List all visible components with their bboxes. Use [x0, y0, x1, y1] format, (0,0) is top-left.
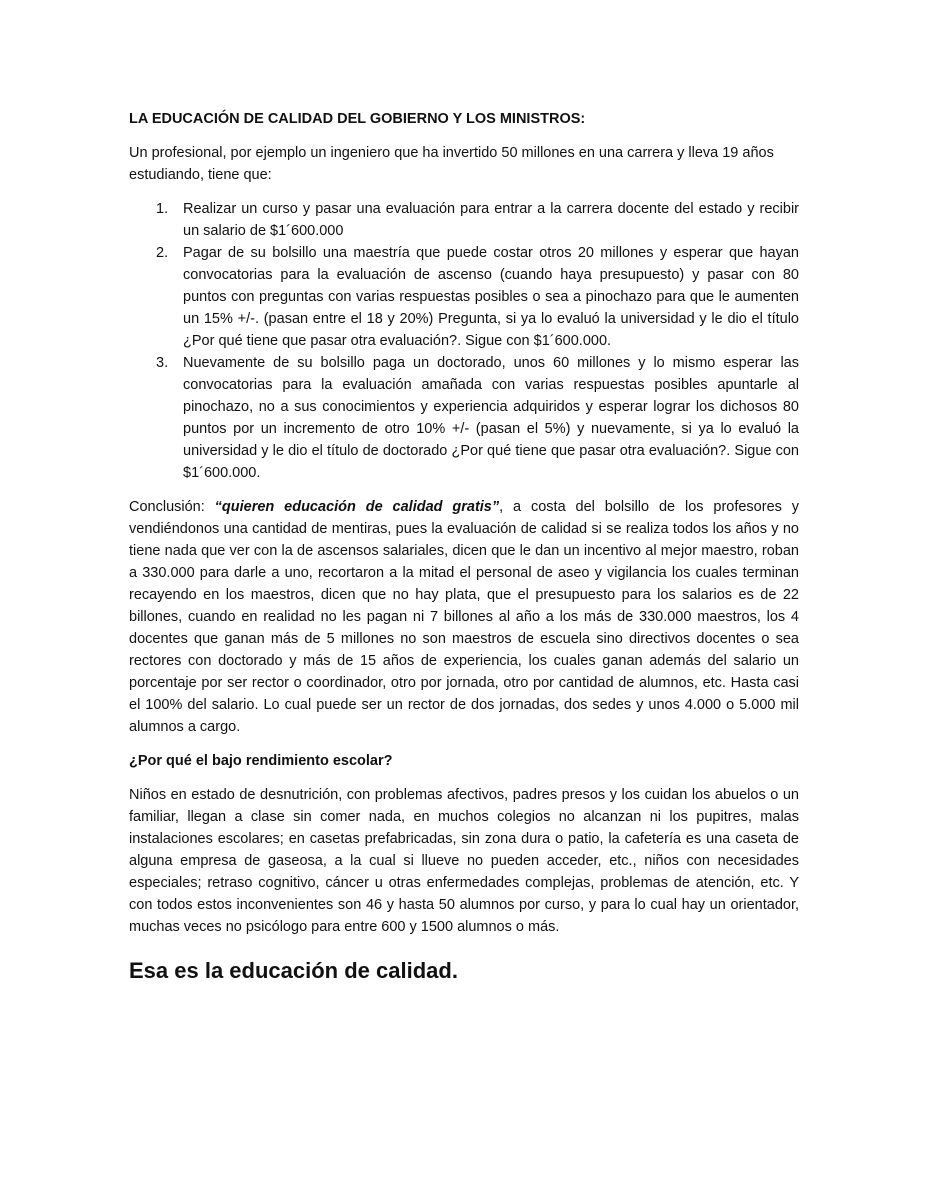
intro-paragraph: Un profesional, por ejemplo un ingeniero que ha invertido 50 millones en una carrera y lleva 19 años estudiando, tiene que: [129, 145, 774, 183]
steps-list [129, 198, 799, 484]
conclusion-quote: “quieren educación de calidad gratis” [214, 499, 500, 515]
conclusion-paragraph [129, 496, 799, 738]
step-text: Realizar un curso y pasar una evaluación para entrar a la carrera docente del estado y recibir un salario de $1´600.000 [183, 201, 799, 239]
step-number: 1. [156, 201, 169, 217]
answer-paragraph: Niños en estado de desnutrición, con problemas afectivos, padres presos y los cuidan los abuelos o un familiar, llegan a clase sin comer nada, en muchos colegios no alcanzan ni los pupitres, malas instalaciones escolares; en casetas prefabricadas, sin zona dura o patio, la cafetería es una caseta de alguna empresa de gaseosa, a la cual si llueve no pueden acceder, etc., niños con necesidades especiales; retraso cognitivo, cáncer u otras enfermedades complejas, problemas de atención, etc. Y con todos estos inconvenientes son 46 y hasta 50 alumnos por curso, y para lo cual hay un orientador, muchas veces no psicólogo para entre 600 y 1500 alumnos o más. [129, 787, 799, 935]
list-item [129, 198, 799, 242]
step-text: Pagar de su bolsillo una maestría que puede costar otros 20 millones y esperar que hayan convocatorias para la evaluación de ascenso (cuando haya presupuesto) y pasar con 80 puntos con preguntas con varias respuestas posibles o sea a pinochazo para que le aumenten un 15% +/-. (pasan entre el 18 y 20%) Pregunta, si ya lo evaluó la universidad y le dio el título ¿Por qué tiene que pasar otra evaluación?. Sigue con $1´600.000. [183, 245, 799, 349]
step-text: Nuevamente de su bolsillo paga un doctorado, unos 60 millones y lo mismo esperar las convocatorias para la evaluación amañada con varias respuestas posibles apuntarle al pinochazo, no a sus conocimientos y experiencia adquiridos y esperar lograr los dichosos 80 puntos por un incremento de otro 10% +/- (pasan el 5%) y nuevamente, si ya lo evaluó la universidad y le dio el título de doctorado ¿Por qué tiene que pasar otra evaluación?. Sigue con $1´600.000. [183, 355, 799, 481]
closing-statement: Esa es la educación de calidad. [129, 958, 458, 983]
conclusion-label: Conclusión: [129, 499, 215, 515]
step-number: 2. [156, 245, 169, 261]
step-number: 3. [156, 355, 169, 371]
question-heading: ¿Por qué el bajo rendimiento escolar? [129, 753, 393, 769]
list-item [129, 352, 799, 484]
document-page [129, 108, 799, 986]
list-item [129, 242, 799, 352]
document-title: LA EDUCACIÓN DE CALIDAD DEL GOBIERNO Y LOS MINISTROS: [129, 111, 586, 127]
conclusion-body: , a costa del bolsillo de los profesores y vendiéndonos una cantidad de mentiras, pues la evaluación de calidad si se realiza todos los años y no tiene nada que ver con la de ascensos salariales, dicen que le dan un incentivo al mejor maestro, roban a 330.000 para darle a uno, recortaron a la mitad el personal de aseo y vigilancia los cuales terminan recayendo en los maestros, dicen que no hay plata, que el presupuesto para los salarios es de 22 billones, cuando en realidad no les pagan ni 7 billones al año a los más de 330.000 maestros, los 4 docentes que ganan más de 5 millones no son maestros de escuela sino directivos docentes o sea rectores con doctorado y más de 15 años de experiencia, los cuales ganan además del salario un porcentaje por ser rector o coordinador, otro por jornada, otro por cantidad de alumnos, etc. Hasta casi el 100% del salario. Lo cual puede ser un rector de dos jornadas, dos sedes y unos 4.000 o 5.000 mil alumnos a cargo. [129, 499, 800, 735]
